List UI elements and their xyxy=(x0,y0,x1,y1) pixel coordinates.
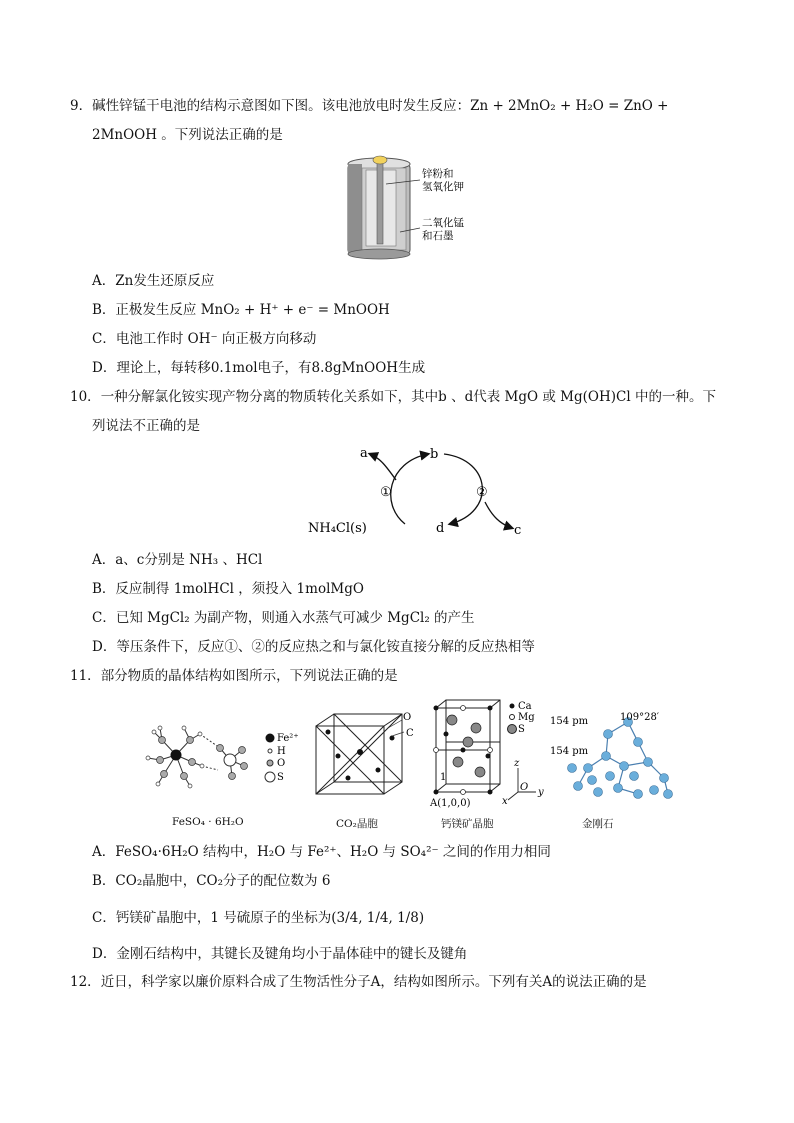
feso4-legend-s: S xyxy=(277,772,284,783)
battery-label-top-2: 氢氧化钾 xyxy=(422,181,464,193)
diamond-caption: 金刚石 xyxy=(582,818,614,830)
cycle-label-d: d xyxy=(436,521,445,536)
co2-cell xyxy=(308,708,420,808)
co2-caption: CO₂晶胞 xyxy=(336,818,378,830)
feso4-legend-h: H xyxy=(277,746,286,757)
feso4-structure xyxy=(140,710,310,810)
battery-label-top-1: 锌粉和 xyxy=(422,168,454,180)
q11-option-d: D．金刚石结构中，其键长及键角均小于晶体硅中的键长及键角 xyxy=(92,946,468,962)
q10-option-a: A．a、c分别是 NH₃ 、HCl xyxy=(92,552,263,568)
axis-z: z xyxy=(514,758,520,769)
feso4-caption: FeSO₄ · 6H₂O xyxy=(172,816,244,828)
axis-x: x xyxy=(502,796,508,807)
cycle-label-b: b xyxy=(430,447,439,462)
feso4-legend-fe: Fe²⁺ xyxy=(277,733,299,744)
cycle-label-r2: ② xyxy=(476,485,488,500)
q10-option-c: C．已知 MgCl₂ 为副产物，则通入水蒸气可减少 MgCl₂ 的产生 xyxy=(92,610,475,626)
q9-stem-line2: 2MnOOH 。下列说法正确的是 xyxy=(92,127,283,143)
q9-option-a: A．Zn发生还原反应 xyxy=(92,273,215,289)
q11-stem-text: 部分物质的晶体结构如图所示，下列说法正确的是 xyxy=(100,668,398,684)
camgs-caption: 钙镁矿晶胞 xyxy=(441,818,494,830)
diamond-label-left: 154 pm xyxy=(550,746,589,757)
q9-option-c: C．电池工作时 OH⁻ 向正极方向移动 xyxy=(92,331,317,347)
diamond-label-top: 154 pm xyxy=(550,716,589,727)
camgs-cell xyxy=(428,696,558,812)
axis-origin: O xyxy=(520,782,529,793)
battery-diagram xyxy=(340,150,480,262)
reaction-cycle-diagram xyxy=(300,440,530,542)
q9-stem-line1 xyxy=(70,97,668,115)
diamond-structure xyxy=(548,706,688,806)
q9-stem-text: 碱性锌锰干电池的结构示意图如下图。该电池放电时发生反应：Zn + 2MnO₂ + H₂O = ZnO + xyxy=(92,98,669,114)
q12-stem xyxy=(70,973,647,991)
feso4-legend-o: O xyxy=(277,758,286,769)
cycle-label-r1: ① xyxy=(380,485,392,500)
co2-label-c: C xyxy=(406,728,414,739)
q11-number: 11． xyxy=(70,668,101,684)
battery-label-bottom-1: 二氧化锰 xyxy=(422,217,464,229)
cycle-label-start: NH₄Cl(s) xyxy=(308,521,367,536)
q10-stem-text: 一种分解氯化铵实现产物分离的物质转化关系如下，其中b 、d代表 MgO 或 Mg(OH)Cl 中的一种。下 xyxy=(100,389,716,405)
q11-stem xyxy=(70,667,398,685)
q10-stem-line1 xyxy=(70,388,716,406)
q10-option-b: B．反应制得 1molHCl ，须投入 1molMgO xyxy=(92,581,364,597)
q9-option-b: B．正极发生反应 MnO₂ + H⁺ + e⁻ = MnOOH xyxy=(92,302,390,318)
q10-stem-line2: 列说法不正确的是 xyxy=(92,418,200,434)
battery-label-bottom-2: 和石墨 xyxy=(422,230,454,242)
q9-number: 9． xyxy=(70,98,93,114)
q10-option-d: D．等压条件下，反应①、②的反应热之和与氯化铵直接分解的反应热相等 xyxy=(92,639,535,655)
q9-option-d: D．理论上，每转移0.1mol电子，有8.8gMnOOH生成 xyxy=(92,360,426,376)
camgs-legend-ca: Ca xyxy=(518,701,532,712)
q10-number: 10． xyxy=(70,389,101,405)
cycle-label-c: c xyxy=(514,523,522,538)
q11-option-c: C．钙镁矿晶胞中，1 号硫原子的坐标为(3/4, 1/4, 1/8) xyxy=(92,910,425,926)
axis-y: y xyxy=(538,787,544,798)
camgs-point-label: A(1,0,0) xyxy=(430,798,471,809)
q12-stem-text: 近日，科学家以廉价原料合成了生物活性分子A，结构如图所示。下列有关A的说法正确的是 xyxy=(100,974,647,990)
camgs-legend-s: S xyxy=(518,724,525,735)
diamond-angle: 109°28′ xyxy=(620,712,660,723)
camgs-legend-mg: Mg xyxy=(518,712,535,723)
cycle-label-a: a xyxy=(360,446,368,461)
camgs-atom-label: 1 xyxy=(440,772,447,783)
co2-label-o: O xyxy=(403,712,412,723)
q11-option-a: A．FeSO₄·6H₂O 结构中，H₂O 与 Fe²⁺、H₂O 与 SO₄²⁻ 之间的作用力相同 xyxy=(92,844,551,860)
q11-option-b: B．CO₂晶胞中，CO₂分子的配位数为 6 xyxy=(92,873,331,889)
q12-number: 12． xyxy=(70,974,101,990)
